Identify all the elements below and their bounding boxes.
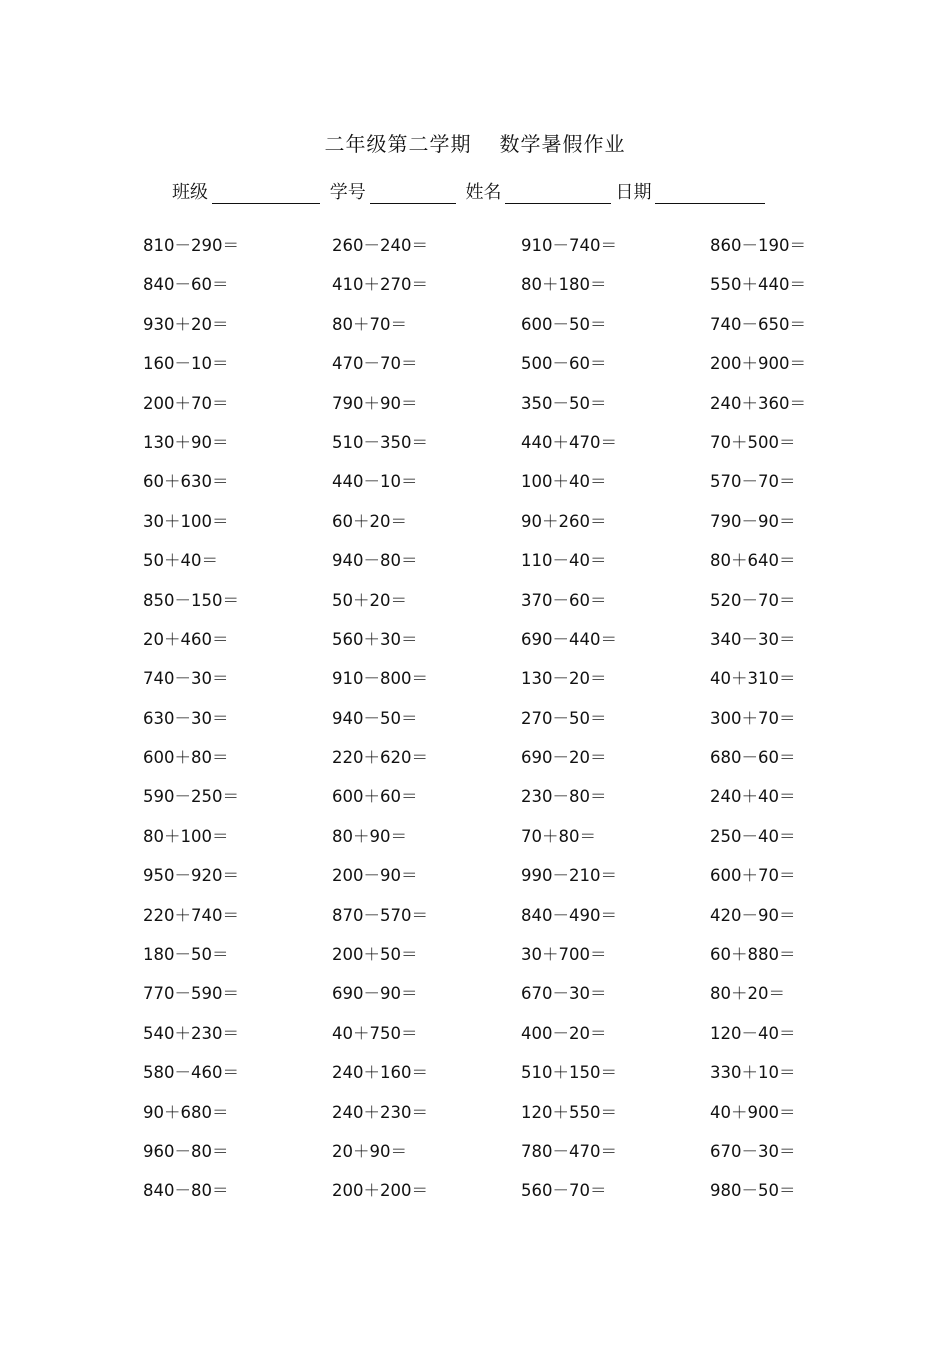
math-problem: 200－90＝ [332,866,418,886]
math-problem: 220＋620＝ [332,748,428,768]
page-title [0,128,950,157]
math-problem: 60＋630＝ [143,472,229,492]
math-problem: 690－20＝ [521,748,607,768]
math-problem: 80＋70＝ [332,314,407,334]
math-problem: 510－350＝ [332,432,428,452]
math-problem: 200＋900＝ [710,354,806,374]
math-problem: 160－10＝ [143,354,229,374]
math-problem: 770－590＝ [143,984,239,1004]
math-problem: 580－460＝ [143,1063,239,1083]
number-label: 学号 [329,182,366,203]
math-problem: 30＋700＝ [521,945,607,965]
math-problem: 240＋360＝ [710,393,806,413]
math-problem: 930＋20＝ [143,314,229,334]
math-problem: 400－20＝ [521,1023,607,1043]
name-blank[interactable] [505,183,611,204]
name-label: 姓名 [465,182,502,203]
math-problem: 600＋80＝ [143,748,229,768]
math-problem: 180－50＝ [143,945,229,965]
math-problem: 130＋90＝ [143,432,229,452]
math-problem: 840－80＝ [143,1181,229,1201]
math-problem: 470－70＝ [332,354,418,374]
class-blank[interactable] [212,183,320,204]
math-problem: 440－10＝ [332,472,418,492]
math-problem: 50＋20＝ [332,590,407,610]
math-problem: 690－440＝ [521,629,617,649]
date-label: 日期 [615,182,652,203]
math-problem: 90＋260＝ [521,511,607,531]
math-problem: 110－40＝ [521,551,607,571]
number-blank[interactable] [370,183,456,204]
math-problem: 300＋70＝ [710,708,796,728]
math-problem: 120－40＝ [710,1023,796,1043]
math-problem: 540＋230＝ [143,1023,239,1043]
math-problem: 340－30＝ [710,629,796,649]
math-problem: 630－30＝ [143,708,229,728]
math-problem: 40＋310＝ [710,669,796,689]
math-problem: 780－470＝ [521,1141,617,1161]
math-problem: 240＋160＝ [332,1063,428,1083]
math-problem: 950－920＝ [143,866,239,886]
math-problem: 960－80＝ [143,1141,229,1161]
math-problem: 790－90＝ [710,511,796,531]
math-problem: 50＋40＝ [143,551,218,571]
math-problem: 80＋20＝ [710,984,785,1004]
math-problem: 840－60＝ [143,275,229,295]
math-problem: 670－30＝ [710,1141,796,1161]
math-problem: 500－60＝ [521,354,607,374]
math-problem: 80＋90＝ [332,826,407,846]
math-problem: 20＋460＝ [143,629,229,649]
math-problem: 680－60＝ [710,748,796,768]
math-problem: 200＋70＝ [143,393,229,413]
math-problem: 670－30＝ [521,984,607,1004]
math-problem: 790＋90＝ [332,393,418,413]
math-problem: 850－150＝ [143,590,239,610]
math-problem: 40＋750＝ [332,1023,418,1043]
math-problem: 990－210＝ [521,866,617,886]
math-problem: 230－80＝ [521,787,607,807]
math-problem: 410＋270＝ [332,275,428,295]
math-problem: 40＋900＝ [710,1102,796,1122]
math-problem: 330＋10＝ [710,1063,796,1083]
math-problem: 60＋20＝ [332,511,407,531]
math-problem: 940－80＝ [332,551,418,571]
math-problem: 270－50＝ [521,708,607,728]
math-problem: 200＋200＝ [332,1181,428,1201]
math-problem: 520－70＝ [710,590,796,610]
math-problem: 840－490＝ [521,905,617,925]
math-problem: 260－240＝ [332,236,428,255]
math-problem: 200＋50＝ [332,945,418,965]
math-problem: 350－50＝ [521,393,607,413]
title-grade-term: 二年级第二学期 [324,132,472,156]
math-problem: 910－740＝ [521,236,617,255]
title-homework: 数学暑假作业 [499,132,626,156]
math-problem: 600－50＝ [521,314,607,334]
math-problem: 560－70＝ [521,1181,607,1201]
math-problem: 980－50＝ [710,1181,796,1201]
math-problem: 130－20＝ [521,669,607,689]
math-problem: 100＋40＝ [521,472,607,492]
math-problem: 570－70＝ [710,472,796,492]
math-problem: 690－90＝ [332,984,418,1004]
math-problem: 740－650＝ [710,314,806,334]
math-problem: 120＋550＝ [521,1102,617,1122]
class-label: 班级 [172,182,208,203]
math-problem: 440＋470＝ [521,432,617,452]
math-problem: 600＋60＝ [332,787,418,807]
math-problem: 870－570＝ [332,905,428,925]
math-problem: 420－90＝ [710,905,796,925]
math-problem: 600＋70＝ [710,866,796,886]
math-problem: 590－250＝ [143,787,239,807]
math-problem: 80＋180＝ [521,275,607,295]
math-problem: 70＋500＝ [710,432,796,452]
math-problem: 910－800＝ [332,669,428,689]
math-problem: 550＋440＝ [710,275,806,295]
math-problem: 90＋680＝ [143,1102,229,1122]
date-blank[interactable] [655,183,765,204]
math-problem: 240＋40＝ [710,787,796,807]
math-problem: 740－30＝ [143,669,229,689]
math-problem: 60＋880＝ [710,945,796,965]
math-problem: 250－40＝ [710,826,796,846]
student-info-line [172,178,769,204]
math-problem: 370－60＝ [521,590,607,610]
math-problem: 70＋80＝ [521,826,596,846]
math-problem: 860－190＝ [710,236,806,255]
math-problem: 240＋230＝ [332,1102,428,1122]
math-problem: 30＋100＝ [143,511,229,531]
math-problem: 220＋740＝ [143,905,239,925]
math-problem: 20＋90＝ [332,1141,407,1161]
math-problem: 80＋640＝ [710,551,796,571]
math-problem: 560＋30＝ [332,629,418,649]
math-problem: 80＋100＝ [143,826,229,846]
math-problem: 510＋150＝ [521,1063,617,1083]
math-problem: 940－50＝ [332,708,418,728]
math-problem: 810－290＝ [143,236,239,255]
